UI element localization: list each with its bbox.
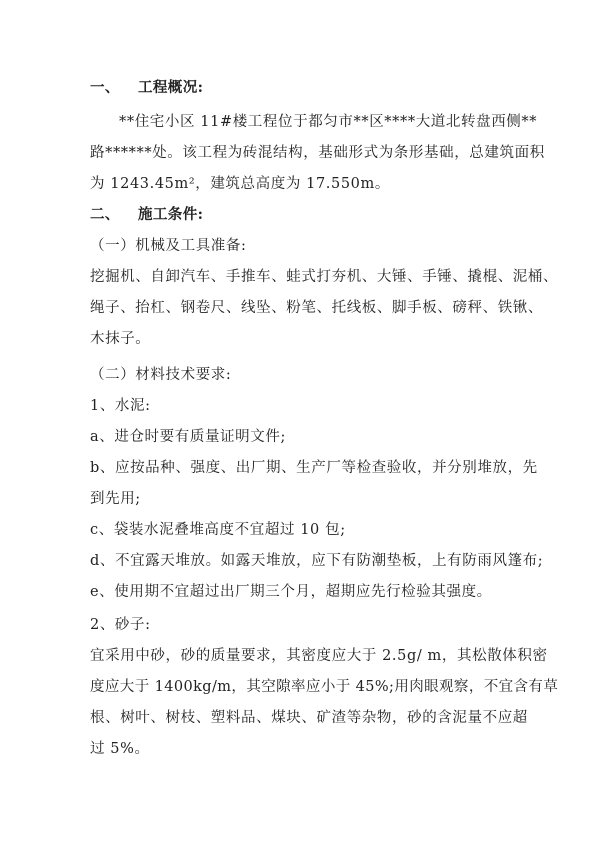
tools-line-3: 木抹子。 <box>90 331 151 347</box>
overview-line-2: 路******处。该工程为砖混结构，基础形式为条形基础，总建筑面积 <box>90 145 545 161</box>
cement-item-d: d、不宜露天堆放。如露天堆放，应下有防潮垫板，上有防雨风篷布; <box>90 553 544 569</box>
section-title: 工程概况: <box>138 79 204 96</box>
tools-line-2: 绳子、抬杠、钢卷尺、线坠、粉笔、托线板、脚手板、磅秤、铁锹、 <box>90 300 543 316</box>
section-heading-overview <box>90 78 520 98</box>
section-heading-conditions <box>90 205 520 225</box>
cement-title: 1、水泥: <box>90 398 151 414</box>
cement-item-c: c、袋装水泥叠堆高度不宜超过 10 包; <box>90 522 346 538</box>
sand-line-1: 宜采用中砂，砂的质量要求，其密度应大于 2.5g/ m，其松散体积密 <box>90 648 548 664</box>
overview-line-1: **住宅小区 11#楼工程位于都匀市**区****大道北转盘西侧** <box>119 114 538 130</box>
sand-line-3: 根、树叶、树枝、塑料品、煤块、矿渣等杂物，砂的含泥量不应超 <box>90 710 528 726</box>
cement-item-b-line-1: b、应按品种、强度、出厂期、生产厂等检查验收，并分别堆放，先 <box>90 460 538 476</box>
section-number: 一、 <box>90 79 120 96</box>
section-number: 二、 <box>90 206 120 223</box>
cement-item-e: e、使用期不宜超过出厂期三个月，超期应先行检验其强度。 <box>90 584 492 600</box>
tools-line-1: 挖掘机、自卸汽车、手推车、蛙式打夯机、大锤、手锤、撬棍、泥桶、 <box>90 269 559 285</box>
sand-title: 2、砂子: <box>90 617 151 633</box>
overview-line-3: 为 1243.45m²，建筑总高度为 17.550m。 <box>90 176 390 192</box>
section-title: 施工条件: <box>138 206 204 223</box>
cement-item-a: a、进仓时要有质量证明文件; <box>90 429 286 445</box>
subsection-title-tools: （一）机械及工具准备: <box>90 238 247 254</box>
sand-line-2: 度应大于 1400kg/m，其空隙率应小于 45%;用肉眼观察，不宜含有草 <box>90 679 559 695</box>
cement-item-b-line-2: 到先用; <box>90 491 141 507</box>
sand-line-4: 过 5%。 <box>90 741 150 757</box>
subsection-title-materials: （二）材料技术要求: <box>90 367 232 383</box>
